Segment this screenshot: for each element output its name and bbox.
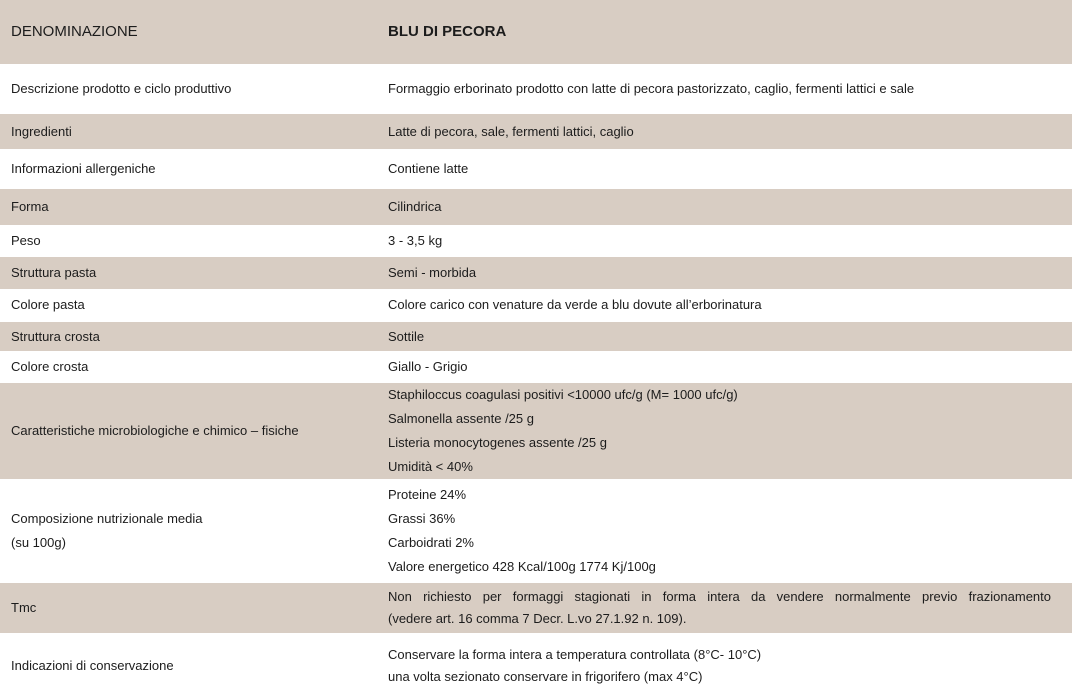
value-line: Umidità < 40% [388, 459, 473, 474]
row-value [388, 325, 1051, 349]
value-line: Cilindrica [388, 199, 442, 214]
row-label [0, 419, 388, 443]
row-label [0, 120, 388, 144]
value-line: Staphiloccus coagulasi positivi <10000 ufc/g (M= 1000 ufc/g) [388, 387, 738, 402]
row-label [0, 596, 388, 620]
value-line: Contiene latte [388, 160, 469, 176]
value-line: Non richiesto per formaggi stagionati in forma intera da vendere normalmente previo frazionamento [388, 589, 1051, 604]
label-line: Composizione nutrizionale media [11, 510, 203, 526]
label-line: Colore crosta [11, 358, 89, 374]
value-line: Salmonella assente /25 g [388, 411, 534, 426]
label-line: Ingredienti [11, 123, 72, 139]
row-value [388, 483, 1051, 579]
table-row [0, 289, 1072, 321]
label-line: Peso [11, 232, 41, 248]
row-value [388, 229, 1051, 253]
label-line: Struttura crosta [11, 328, 100, 344]
value-line: una volta sezionato conservare in frigorifero (max 4°C) [388, 669, 703, 684]
table-row [0, 479, 1072, 582]
row-label [0, 77, 388, 101]
value-line: Semi - morbida [388, 265, 477, 280]
label-line: Descrizione prodotto e ciclo produttivo [11, 80, 232, 96]
table-row [0, 225, 1072, 256]
table-row [0, 64, 1072, 113]
row-value [388, 157, 1051, 181]
row-label [0, 507, 388, 555]
value-line: Conservare la forma intera a temperatura controllata (8°C- 10°C) [388, 647, 762, 662]
row-label [0, 195, 388, 219]
value-line: (vedere art. 16 comma 7 Decr. L.vo 27.1.92 n. 109). [388, 611, 687, 626]
row-value [388, 261, 1051, 285]
table-row [0, 113, 1072, 149]
row-value [388, 586, 1051, 630]
row-label [0, 355, 388, 379]
row-value [388, 293, 1051, 317]
row-value [388, 195, 1051, 219]
label-line: Informazioni allergeniche [11, 160, 156, 176]
label-line: Colore pasta [11, 297, 85, 312]
table-row [0, 351, 1072, 382]
label-line: Struttura pasta [11, 265, 97, 280]
value-line: Proteine 24% [388, 486, 467, 502]
row-label [0, 157, 388, 181]
table-row [0, 321, 1072, 351]
row-value [388, 120, 1051, 144]
value-line: Listeria monocytogenes assente /25 g [388, 435, 607, 450]
table-row [0, 633, 1072, 699]
row-label [0, 325, 388, 349]
row-label [0, 654, 388, 678]
value-line: Carboidrati 2% [388, 534, 474, 550]
value-line: Giallo - Grigio [388, 358, 468, 374]
row-label [0, 261, 388, 285]
value-line: 3 - 3,5 kg [388, 232, 443, 248]
row-value [388, 77, 1051, 101]
row-value [388, 355, 1051, 379]
row-label [0, 293, 388, 317]
row-value [388, 383, 1051, 479]
row-label [0, 229, 388, 253]
header-label: DENOMINAZIONE [11, 23, 138, 40]
label-line: Indicazioni di conservazione [11, 658, 174, 673]
label-line: (su 100g) [11, 534, 66, 550]
value-line: Grassi 36% [388, 510, 456, 526]
value-line: Valore energetico 428 Kcal/100g 1774 Kj/100g [388, 558, 656, 574]
value-line: Latte di pecora, sale, fermenti lattici, caglio [388, 123, 634, 139]
row-value [388, 644, 1051, 688]
header-row [0, 0, 1072, 64]
label-line: Forma [11, 199, 49, 214]
table-row [0, 256, 1072, 289]
label-line: Caratteristiche microbiologiche e chimico – fisiche [11, 423, 299, 438]
label-line: Tmc [11, 600, 37, 615]
table-row [0, 582, 1072, 633]
value-line: Formaggio erborinato prodotto con latte di pecora pastorizzato, caglio, fermenti lattici e sale [388, 80, 915, 96]
table-row [0, 188, 1072, 225]
product-name: BLU DI PECORA [388, 23, 507, 40]
value-line: Sottile [388, 328, 425, 344]
value-line: Colore carico con venature da verde a blu dovute all’erborinatura [388, 297, 762, 312]
table-row [0, 149, 1072, 188]
table-row [0, 382, 1072, 479]
